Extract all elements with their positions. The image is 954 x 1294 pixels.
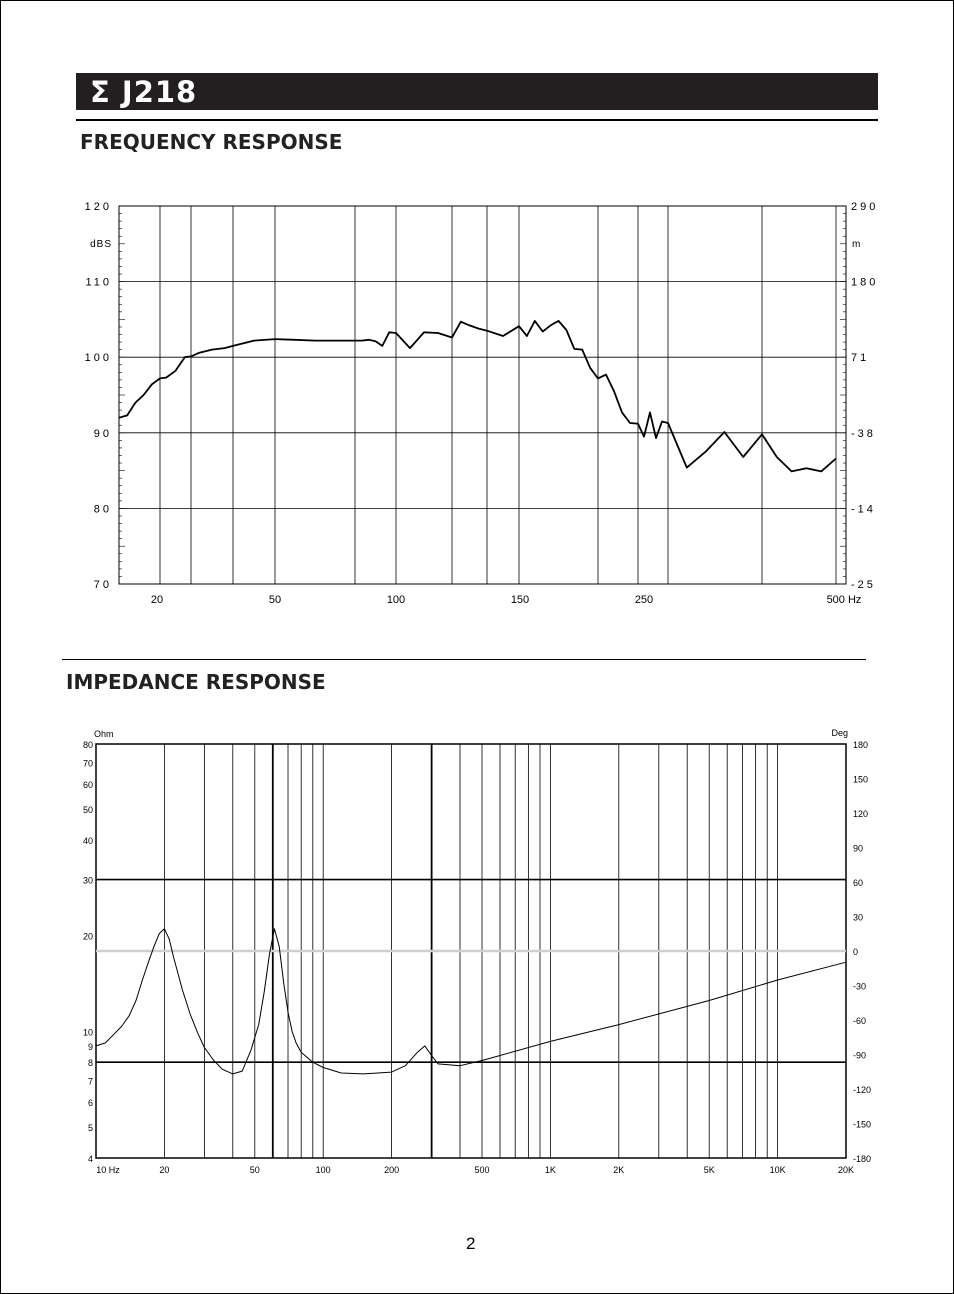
imp-left-tick-label: 70 [82,758,93,769]
freq-right-unit-label: m [852,239,861,250]
impedance-chart [0,660,954,1190]
freq-x-tick-label: 100 [386,594,406,606]
imp-x-tick-label: 5K [703,1165,715,1175]
imp-left-tick-label: 4 [87,1154,93,1164]
freq-x-tick-label: 500 Hz [826,594,862,606]
imp-x-tick-label: 50 [249,1165,260,1175]
imp-left-tick-label: 30 [82,875,93,886]
imp-left-tick-label: 50 [82,804,93,815]
freq-right-tick-label: 180 [851,276,879,289]
imp-right-tick-label: -30 [853,981,867,992]
imp-x-tick-label: 20K [837,1165,855,1175]
imp-left-tick-label: 60 [82,779,93,790]
imp-right-tick-label: -150 [853,1119,872,1130]
imp-left-tick-label: 10 [82,1027,93,1038]
imp-right-tick-label: 60 [853,878,864,888]
imp-right-tick-label: 150 [853,774,869,785]
product-title: Σ J218 [90,75,198,109]
freq-left-tick-label: 100 [84,352,112,365]
page-number: 2 [466,1234,476,1253]
freq-x-tick-label: 20 [150,594,164,606]
freq-x-tick-label: 150 [510,594,530,606]
freq-left-tick-label: 110 [85,276,112,289]
imp-right-unit-label: Deg [831,728,848,738]
imp-left-unit-label: Ohm [94,729,114,739]
freq-x-tick-label: 50 [268,594,282,606]
imp-x-tick-label: 100 [315,1165,331,1175]
imp-right-tick-label: 120 [853,809,869,819]
imp-left-tick-label: 6 [87,1097,93,1108]
imp-right-tick-label: -120 [853,1085,872,1095]
imp-left-tick-label: 7 [87,1076,93,1087]
imp-x-tick-label: 200 [384,1165,400,1175]
imp-left-tick-label: 40 [82,835,93,846]
frequency-chart [0,0,954,620]
imp-x-tick-label: 1K [544,1165,556,1175]
freq-right-tick-label: -25 [851,579,876,591]
imp-right-tick-label: 0 [853,947,859,957]
freq-plot-frame [119,206,846,584]
imp-right-tick-label: 30 [853,912,864,923]
freq-right-tick-label: -14 [851,503,876,516]
imp-right-tick-label: 90 [853,843,864,854]
imp-left-tick-label: 8 [87,1058,93,1069]
imp-right-tick-label: -90 [853,1050,867,1061]
imp-right-tick-label: -180 [853,1154,872,1164]
imp-right-tick-label: -60 [853,1016,867,1026]
imp-x-tick-label: 10 Hz [96,1165,120,1175]
imp-x-tick-label: 2K [613,1165,625,1175]
imp-left-tick-label: 5 [87,1123,93,1134]
freq-left-unit-label: dBS [90,239,112,250]
freq-right-tick-label: -38 [851,427,876,440]
freq-right-tick-label: 71 [851,352,870,365]
imp-left-tick-label: 80 [82,740,93,750]
imp-x-tick-label: 500 [474,1165,490,1175]
imp-x-tick-label: 10K [769,1165,786,1175]
freq-left-tick-label: 70 [93,579,112,591]
freq-left-tick-label: 90 [93,427,112,440]
imp-left-tick-label: 9 [87,1041,93,1052]
impedance-section-title: IMPEDANCE RESPONSE [66,670,326,694]
freq-left-tick-label: 120 [84,201,112,213]
imp-right-tick-label: 180 [853,740,869,750]
freq-right-tick-label: 290 [851,201,879,213]
imp-left-tick-label: 20 [82,931,93,942]
freq-left-tick-label: 80 [93,503,112,516]
frequency-section-title: FREQUENCY RESPONSE [80,130,343,154]
frequency-response-curve [119,321,836,472]
imp-x-tick-label: 20 [159,1165,170,1175]
freq-x-tick-label: 250 [634,594,654,606]
